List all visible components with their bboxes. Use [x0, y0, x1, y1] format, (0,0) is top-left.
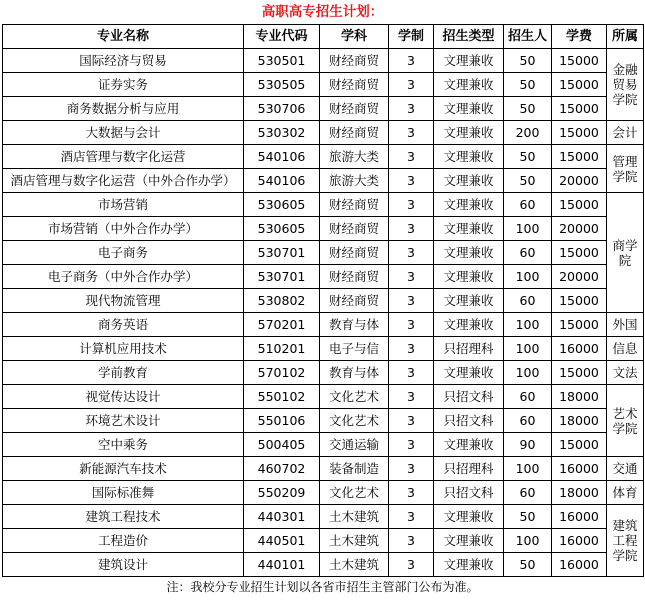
cell-duration: 3: [389, 97, 434, 121]
cell-major-code: 510201: [244, 337, 320, 361]
cell-major-code: 530802: [244, 289, 320, 313]
cell-quota: 60: [504, 385, 552, 409]
college-name-line: 院: [618, 252, 632, 268]
cell-enrollment-type: 只招文科: [434, 481, 504, 505]
cell-quota: 100: [504, 361, 552, 385]
cell-enrollment-type: 文理兼收: [434, 553, 504, 577]
cell-duration: 3: [389, 433, 434, 457]
cell-discipline: 文化艺术: [320, 481, 389, 505]
cell-major-name: 现代物流管理: [3, 289, 244, 313]
cell-major-code: 530501: [244, 49, 320, 73]
cell-duration: 3: [389, 313, 434, 337]
college-name-line: 交通: [612, 461, 638, 476]
cell-major-code: 530302: [244, 121, 320, 145]
cell-quota: 100: [504, 529, 552, 553]
cell-duration: 3: [389, 241, 434, 265]
cell-discipline: 财经商贸: [320, 265, 389, 289]
header-discipline: 学科: [320, 25, 389, 49]
cell-duration: 3: [389, 457, 434, 481]
cell-major-name: 市场营销: [3, 193, 244, 217]
cell-major-code: 440101: [244, 553, 320, 577]
cell-enrollment-type: 文理兼收: [434, 265, 504, 289]
cell-college: [607, 481, 644, 505]
cell-duration: 3: [389, 289, 434, 313]
cell-quota: 50: [504, 97, 552, 121]
cell-tuition: 18000: [552, 409, 607, 433]
cell-discipline: 装备制造: [320, 457, 389, 481]
table-row: [3, 169, 644, 193]
cell-duration: 3: [389, 337, 434, 361]
cell-duration: 3: [389, 73, 434, 97]
table-row: [3, 361, 644, 385]
cell-enrollment-type: 文理兼收: [434, 73, 504, 97]
header-major-name: 专业名称: [3, 25, 244, 49]
cell-discipline: 财经商贸: [320, 73, 389, 97]
cell-duration: 3: [389, 361, 434, 385]
header-quota: 招生人: [504, 25, 552, 49]
table-row: [3, 241, 644, 265]
cell-tuition: 15000: [552, 49, 607, 73]
cell-tuition: 16000: [552, 529, 607, 553]
cell-major-name: 空中乘务: [3, 433, 244, 457]
cell-major-code: 440501: [244, 529, 320, 553]
cell-duration: 3: [389, 49, 434, 73]
cell-quota: 60: [504, 289, 552, 313]
cell-quota: 50: [504, 553, 552, 577]
cell-quota: 50: [504, 73, 552, 97]
cell-discipline: 土木建筑: [320, 529, 389, 553]
cell-quota: 100: [504, 217, 552, 241]
page-title: 高职高专招生计划：: [261, 4, 384, 20]
cell-major-name: 大数据与会计: [3, 121, 244, 145]
cell-major-name: 建筑工程技术: [3, 505, 244, 529]
cell-tuition: 16000: [552, 337, 607, 361]
cell-college: [607, 337, 644, 361]
cell-enrollment-type: 文理兼收: [434, 289, 504, 313]
cell-enrollment-type: 文理兼收: [434, 241, 504, 265]
table-row: [3, 385, 644, 409]
header-duration: 学制: [389, 25, 434, 49]
cell-major-code: 440301: [244, 505, 320, 529]
college-name-line: 文法: [612, 365, 638, 380]
cell-enrollment-type: 文理兼收: [434, 145, 504, 169]
cell-major-code: 530706: [244, 97, 320, 121]
cell-major-code: 500405: [244, 433, 320, 457]
cell-quota: 100: [504, 265, 552, 289]
college-name-line: 信息: [612, 341, 638, 356]
cell-college: [607, 361, 644, 385]
cell-enrollment-type: 只招文科: [434, 385, 504, 409]
cell-duration: 3: [389, 121, 434, 145]
cell-major-code: 530605: [244, 193, 320, 217]
cell-major-code: 530505: [244, 73, 320, 97]
header-major-code: 专业代码: [244, 25, 320, 49]
cell-enrollment-type: 文理兼收: [434, 121, 504, 145]
cell-major-name: 电子商务: [3, 241, 244, 265]
college-name-line: 学院: [612, 168, 638, 184]
cell-quota: 60: [504, 481, 552, 505]
cell-major-code: 460702: [244, 457, 320, 481]
cell-tuition: 15000: [552, 313, 607, 337]
cell-major-name: 商务数据分析与应用: [3, 97, 244, 121]
table-row: [3, 73, 644, 97]
cell-tuition: 15000: [552, 121, 607, 145]
cell-discipline: 财经商贸: [320, 193, 389, 217]
college-name-line: 建筑: [612, 518, 638, 533]
cell-discipline: 交通运输: [320, 433, 389, 457]
cell-enrollment-type: 只招理科: [434, 457, 504, 481]
table-row: [3, 337, 644, 361]
cell-major-name: 商务英语: [3, 313, 244, 337]
table-row: [3, 193, 644, 217]
college-name-line: 学院: [612, 92, 638, 107]
cell-discipline: 土木建筑: [320, 553, 389, 577]
cell-duration: 3: [389, 529, 434, 553]
college-name-line: 会计: [612, 125, 638, 140]
cell-duration: 3: [389, 409, 434, 433]
cell-duration: 3: [389, 481, 434, 505]
cell-enrollment-type: 文理兼收: [434, 505, 504, 529]
cell-college: [607, 121, 644, 145]
college-name-line: 学院: [612, 548, 638, 563]
cell-duration: 3: [389, 553, 434, 577]
college-name-line: 金融: [612, 62, 638, 77]
enrollment-plan-table: [2, 24, 644, 577]
cell-discipline: 财经商贸: [320, 49, 389, 73]
cell-major-code: 540106: [244, 169, 320, 193]
cell-quota: 200: [504, 121, 552, 145]
cell-enrollment-type: 只招文科: [434, 409, 504, 433]
cell-college: [607, 457, 644, 481]
table-row: [3, 505, 644, 529]
cell-tuition: 16000: [552, 457, 607, 481]
header-college: 所属: [607, 25, 644, 49]
table-row: [3, 481, 644, 505]
cell-college: [607, 193, 644, 313]
cell-enrollment-type: 文理兼收: [434, 361, 504, 385]
cell-quota: 100: [504, 337, 552, 361]
table-row: [3, 553, 644, 577]
cell-major-name: 电子商务（中外合作办学）: [3, 265, 244, 289]
cell-discipline: 旅游大类: [320, 145, 389, 169]
college-name-line: 贸易: [612, 77, 638, 92]
table-row: [3, 457, 644, 481]
cell-discipline: 财经商贸: [320, 97, 389, 121]
cell-tuition: 15000: [552, 145, 607, 169]
cell-duration: 3: [389, 505, 434, 529]
table-row: [3, 289, 644, 313]
cell-quota: 60: [504, 193, 552, 217]
cell-discipline: 教育与体: [320, 313, 389, 337]
cell-discipline: 旅游大类: [320, 169, 389, 193]
cell-tuition: 20000: [552, 217, 607, 241]
cell-discipline: 财经商贸: [320, 241, 389, 265]
cell-major-name: 国际标准舞: [3, 481, 244, 505]
cell-college: [607, 49, 644, 121]
cell-tuition: 18000: [552, 385, 607, 409]
cell-major-name: 视觉传达设计: [3, 385, 244, 409]
cell-tuition: 20000: [552, 169, 607, 193]
college-name-line: 管理: [612, 153, 638, 169]
cell-enrollment-type: 文理兼收: [434, 169, 504, 193]
table-row: [3, 145, 644, 169]
header-enrollment-type: 招生类型: [434, 25, 504, 49]
college-name-line: 商学: [612, 237, 638, 253]
cell-discipline: 文化艺术: [320, 385, 389, 409]
table-row: [3, 217, 644, 241]
cell-enrollment-type: 文理兼收: [434, 433, 504, 457]
cell-major-name: 酒店管理与数字化运营（中外合作办学）: [3, 169, 244, 193]
cell-college: [607, 145, 644, 193]
cell-major-name: 工程造价: [3, 529, 244, 553]
cell-major-code: 570102: [244, 361, 320, 385]
cell-tuition: 18000: [552, 481, 607, 505]
cell-duration: 3: [389, 265, 434, 289]
cell-quota: 90: [504, 433, 552, 457]
cell-discipline: 财经商贸: [320, 121, 389, 145]
cell-major-code: 550102: [244, 385, 320, 409]
cell-major-code: 530605: [244, 217, 320, 241]
table-row: [3, 49, 644, 73]
table-row: [3, 433, 644, 457]
cell-major-code: 530701: [244, 241, 320, 265]
cell-tuition: 16000: [552, 553, 607, 577]
cell-enrollment-type: 只招理科: [434, 337, 504, 361]
cell-tuition: 15000: [552, 433, 607, 457]
cell-major-name: 计算机应用技术: [3, 337, 244, 361]
table-row: [3, 265, 644, 289]
cell-major-name: 国际经济与贸易: [3, 49, 244, 73]
table-row: [3, 97, 644, 121]
table-body: [3, 49, 644, 577]
table-header-row: [3, 25, 644, 49]
table-row: [3, 313, 644, 337]
college-name-line: 工程: [612, 533, 638, 548]
cell-enrollment-type: 文理兼收: [434, 193, 504, 217]
cell-duration: 3: [389, 217, 434, 241]
cell-enrollment-type: 文理兼收: [434, 97, 504, 121]
table-row: [3, 529, 644, 553]
cell-enrollment-type: 文理兼收: [434, 49, 504, 73]
cell-tuition: 15000: [552, 289, 607, 313]
cell-college: [607, 313, 644, 337]
cell-tuition: 15000: [552, 241, 607, 265]
cell-college: [607, 385, 644, 457]
college-name-line: 学院: [612, 420, 638, 436]
cell-major-name: 新能源汽车技术: [3, 457, 244, 481]
cell-discipline: 文化艺术: [320, 409, 389, 433]
cell-quota: 50: [504, 49, 552, 73]
cell-discipline: 电子与信: [320, 337, 389, 361]
cell-discipline: 教育与体: [320, 361, 389, 385]
cell-major-name: 证券实务: [3, 73, 244, 97]
table-row: [3, 409, 644, 433]
cell-discipline: 土木建筑: [320, 505, 389, 529]
cell-duration: 3: [389, 169, 434, 193]
cell-major-name: 市场营销（中外合作办学）: [3, 217, 244, 241]
cell-quota: 60: [504, 241, 552, 265]
cell-major-code: 530701: [244, 265, 320, 289]
cell-quota: 50: [504, 169, 552, 193]
college-name-line: 外国: [612, 317, 638, 332]
cell-quota: 50: [504, 505, 552, 529]
cell-major-code: 550106: [244, 409, 320, 433]
cell-major-name: 学前教育: [3, 361, 244, 385]
cell-duration: 3: [389, 193, 434, 217]
cell-major-code: 550209: [244, 481, 320, 505]
footnote: 注：我校分专业招生计划以各省市招生主管部门公布为准。: [166, 580, 479, 594]
cell-tuition: 15000: [552, 73, 607, 97]
header-tuition: 学费: [552, 25, 607, 49]
cell-duration: 3: [389, 145, 434, 169]
cell-discipline: 财经商贸: [320, 217, 389, 241]
table-row: [3, 121, 644, 145]
cell-enrollment-type: 文理兼收: [434, 217, 504, 241]
cell-college: [607, 505, 644, 577]
cell-quota: 100: [504, 313, 552, 337]
cell-major-code: 570201: [244, 313, 320, 337]
cell-major-name: 建筑设计: [3, 553, 244, 577]
cell-major-name: 环境艺术设计: [3, 409, 244, 433]
cell-quota: 60: [504, 409, 552, 433]
cell-tuition: 16000: [552, 505, 607, 529]
cell-enrollment-type: 文理兼收: [434, 313, 504, 337]
cell-duration: 3: [389, 385, 434, 409]
cell-tuition: 15000: [552, 97, 607, 121]
college-name-line: 体育: [612, 485, 638, 500]
cell-quota: 50: [504, 145, 552, 169]
cell-major-name: 酒店管理与数字化运营: [3, 145, 244, 169]
cell-discipline: 财经商贸: [320, 289, 389, 313]
cell-quota: 100: [504, 457, 552, 481]
college-name-line: 艺术: [612, 405, 638, 421]
cell-enrollment-type: 文理兼收: [434, 529, 504, 553]
cell-tuition: 15000: [552, 193, 607, 217]
cell-tuition: 15000: [552, 361, 607, 385]
cell-major-code: 540106: [244, 145, 320, 169]
cell-tuition: 20000: [552, 265, 607, 289]
